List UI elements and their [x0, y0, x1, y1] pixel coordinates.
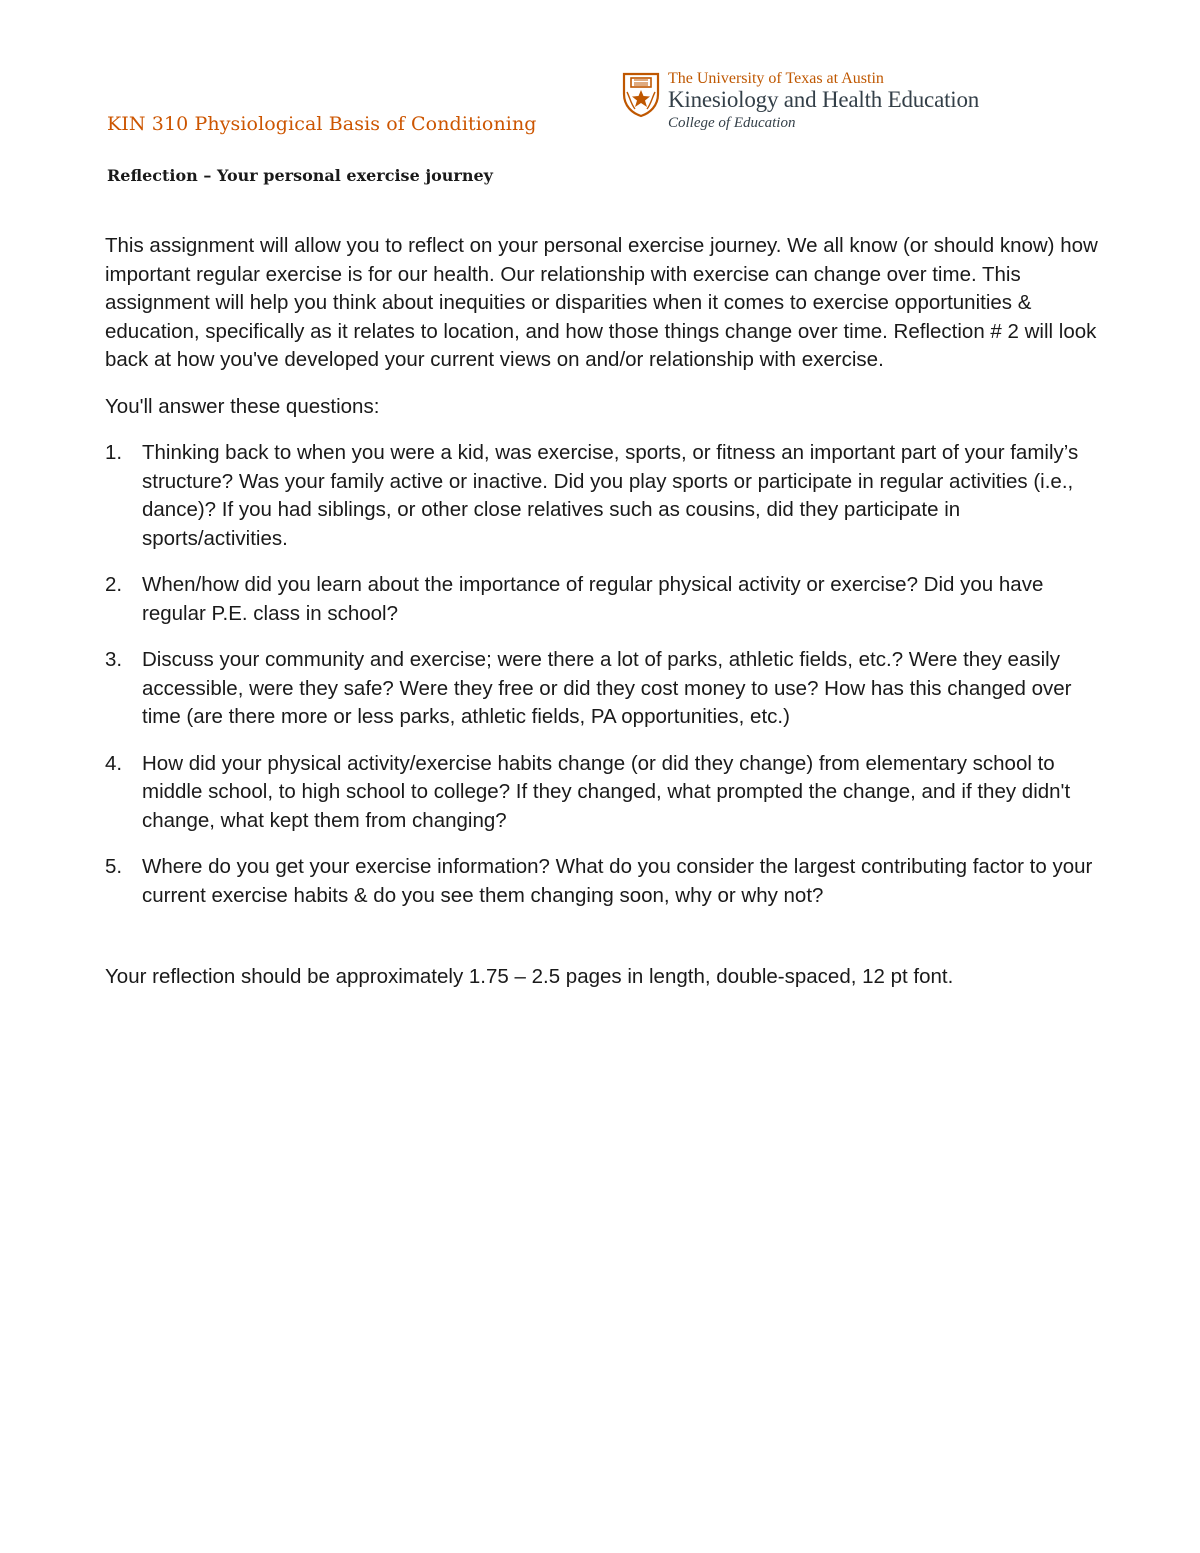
question-number: 5. [105, 855, 123, 878]
assignment-body [105, 232, 1105, 992]
list-item [105, 853, 1105, 910]
question-number: 1. [105, 441, 123, 464]
question-text: How did your physical activity/exercise habits change (or did they change) from elementary school to middle school, to high school to college? If they changed, what prompted the change, and if they didn't change, what kept them from changing? [142, 751, 1071, 832]
question-text: Thinking back to when you were a kid, was exercise, sports, or fitness an important part of your family’s structure? Was your family active or inactive. Did you play sports or participate in regular activities (i.e., dance)? If you had siblings, or other close relatives such as cousins, did they participate in sports/activities. [142, 441, 1079, 550]
question-text: Discuss your community and exercise; were there a lot of parks, athletic fields, etc.? Were they easily accessible, were they safe? Were they free or did they cost money to use? How has this changed over time (are there more or less parks, athletic fields, PA opportunities, etc.) [142, 648, 1072, 728]
closing-note: Your reflection should be approximately 1.75 – 2.5 pages in length, double-spaced, 12 pt font. [105, 965, 954, 988]
question-number: 3. [105, 648, 123, 671]
course-title: KIN 310 Physiological Basis of Conditioning [107, 113, 537, 135]
questions-lead: You'll answer these questions: [105, 394, 380, 418]
intro-paragraph: This assignment will allow you to reflect on your personal exercise journey. We all know (or should know) how important regular exercise is for our health. Our relationship with exercise can change over time. This assignment will help you think about inequities or disparities when it comes to exercise opportunities & education, specifically as it relates to location, and how those things change over time. Reflection # 2 will look back at how you've developed your current views on and/or relationship with exercise. [105, 234, 1098, 371]
question-number: 4. [105, 751, 123, 775]
question-text: Where do you get your exercise information? What do you consider the largest contributing factor to your current exercise habits & do you see them changing soon, why or why not? [142, 855, 1093, 907]
logo-university-name: The University of Texas at Austin [668, 70, 884, 87]
questions-list [105, 439, 1105, 910]
assignment-heading: Reflection – Your personal exercise journey [107, 166, 493, 185]
university-logo [622, 70, 1042, 136]
list-item [105, 750, 1105, 836]
question-text: When/how did you learn about the importance of regular physical activity or exercise? Did you have regular P.E. class in school? [142, 573, 1044, 625]
list-item [105, 646, 1105, 732]
question-number: 2. [105, 573, 123, 596]
logo-department-name: Kinesiology and Health Education [668, 87, 980, 112]
list-item [105, 439, 1105, 553]
list-item [105, 571, 1105, 628]
logo-college-name: College of Education [668, 115, 796, 131]
ut-seal-icon [622, 72, 660, 118]
